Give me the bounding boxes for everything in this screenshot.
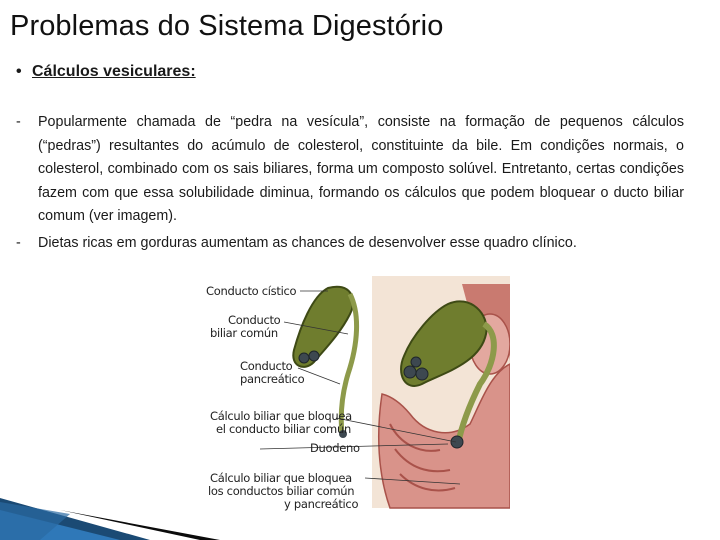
label-conducto-pancreatico-2: pancreático	[240, 372, 305, 386]
paragraph-1	[16, 111, 684, 229]
stone-blocking	[451, 436, 463, 448]
label-conducto-biliar-1: Conducto	[228, 313, 281, 327]
label-conducto-cistico: Conducto cístico	[206, 284, 297, 298]
label-calculo-conductos-1: Cálculo biliar que bloquea	[210, 471, 352, 485]
label-calculo-conductos-2: los conductos biliar común	[208, 484, 355, 498]
paragraph-text: Dietas ricas em gorduras aumentam as chances de desenvolver esse quadro clínico.	[38, 235, 577, 251]
stone	[411, 357, 421, 367]
section-heading	[16, 63, 196, 81]
label-calculo-conductos-3: y pancreático	[284, 497, 359, 511]
label-calculo-bloquea-1: Cálculo biliar que bloquea	[210, 409, 352, 423]
dash-marker: -	[16, 235, 21, 251]
stone	[404, 366, 416, 378]
paragraph-text: Popularmente chamada de “pedra na vesícula”, consiste na formação de pequenos cálculos (“pedras”) resultantes do acúmulo de colesterol, constituinte da bile. Em condições normais, o colesterol, combinado com os sais biliares, forma um composto solúvel. Entretanto, certas condições fazem com que essa solubilidade diminua, formando os cálculos que podem bloquear o ducto biliar comum (ver imagem).	[38, 114, 684, 224]
label-duodeno: Duodeno	[310, 441, 360, 455]
corner-decoration	[0, 450, 220, 540]
stone	[416, 368, 428, 380]
stone	[309, 351, 319, 361]
stone	[299, 353, 309, 363]
slide-title: Problemas do Sistema Digestório	[10, 10, 444, 42]
label-calculo-bloquea-2: el conducto biliar común	[216, 422, 351, 436]
paragraph-2	[16, 232, 684, 256]
label-conducto-biliar-2: biliar común	[210, 326, 278, 340]
bullet-icon: •	[16, 63, 22, 80]
gallstone-illustration	[200, 274, 510, 510]
label-conducto-pancreatico-1: Conducto	[240, 359, 293, 373]
heading-text: Cálculos vesiculares:	[32, 63, 196, 80]
dash-marker: -	[16, 114, 21, 130]
